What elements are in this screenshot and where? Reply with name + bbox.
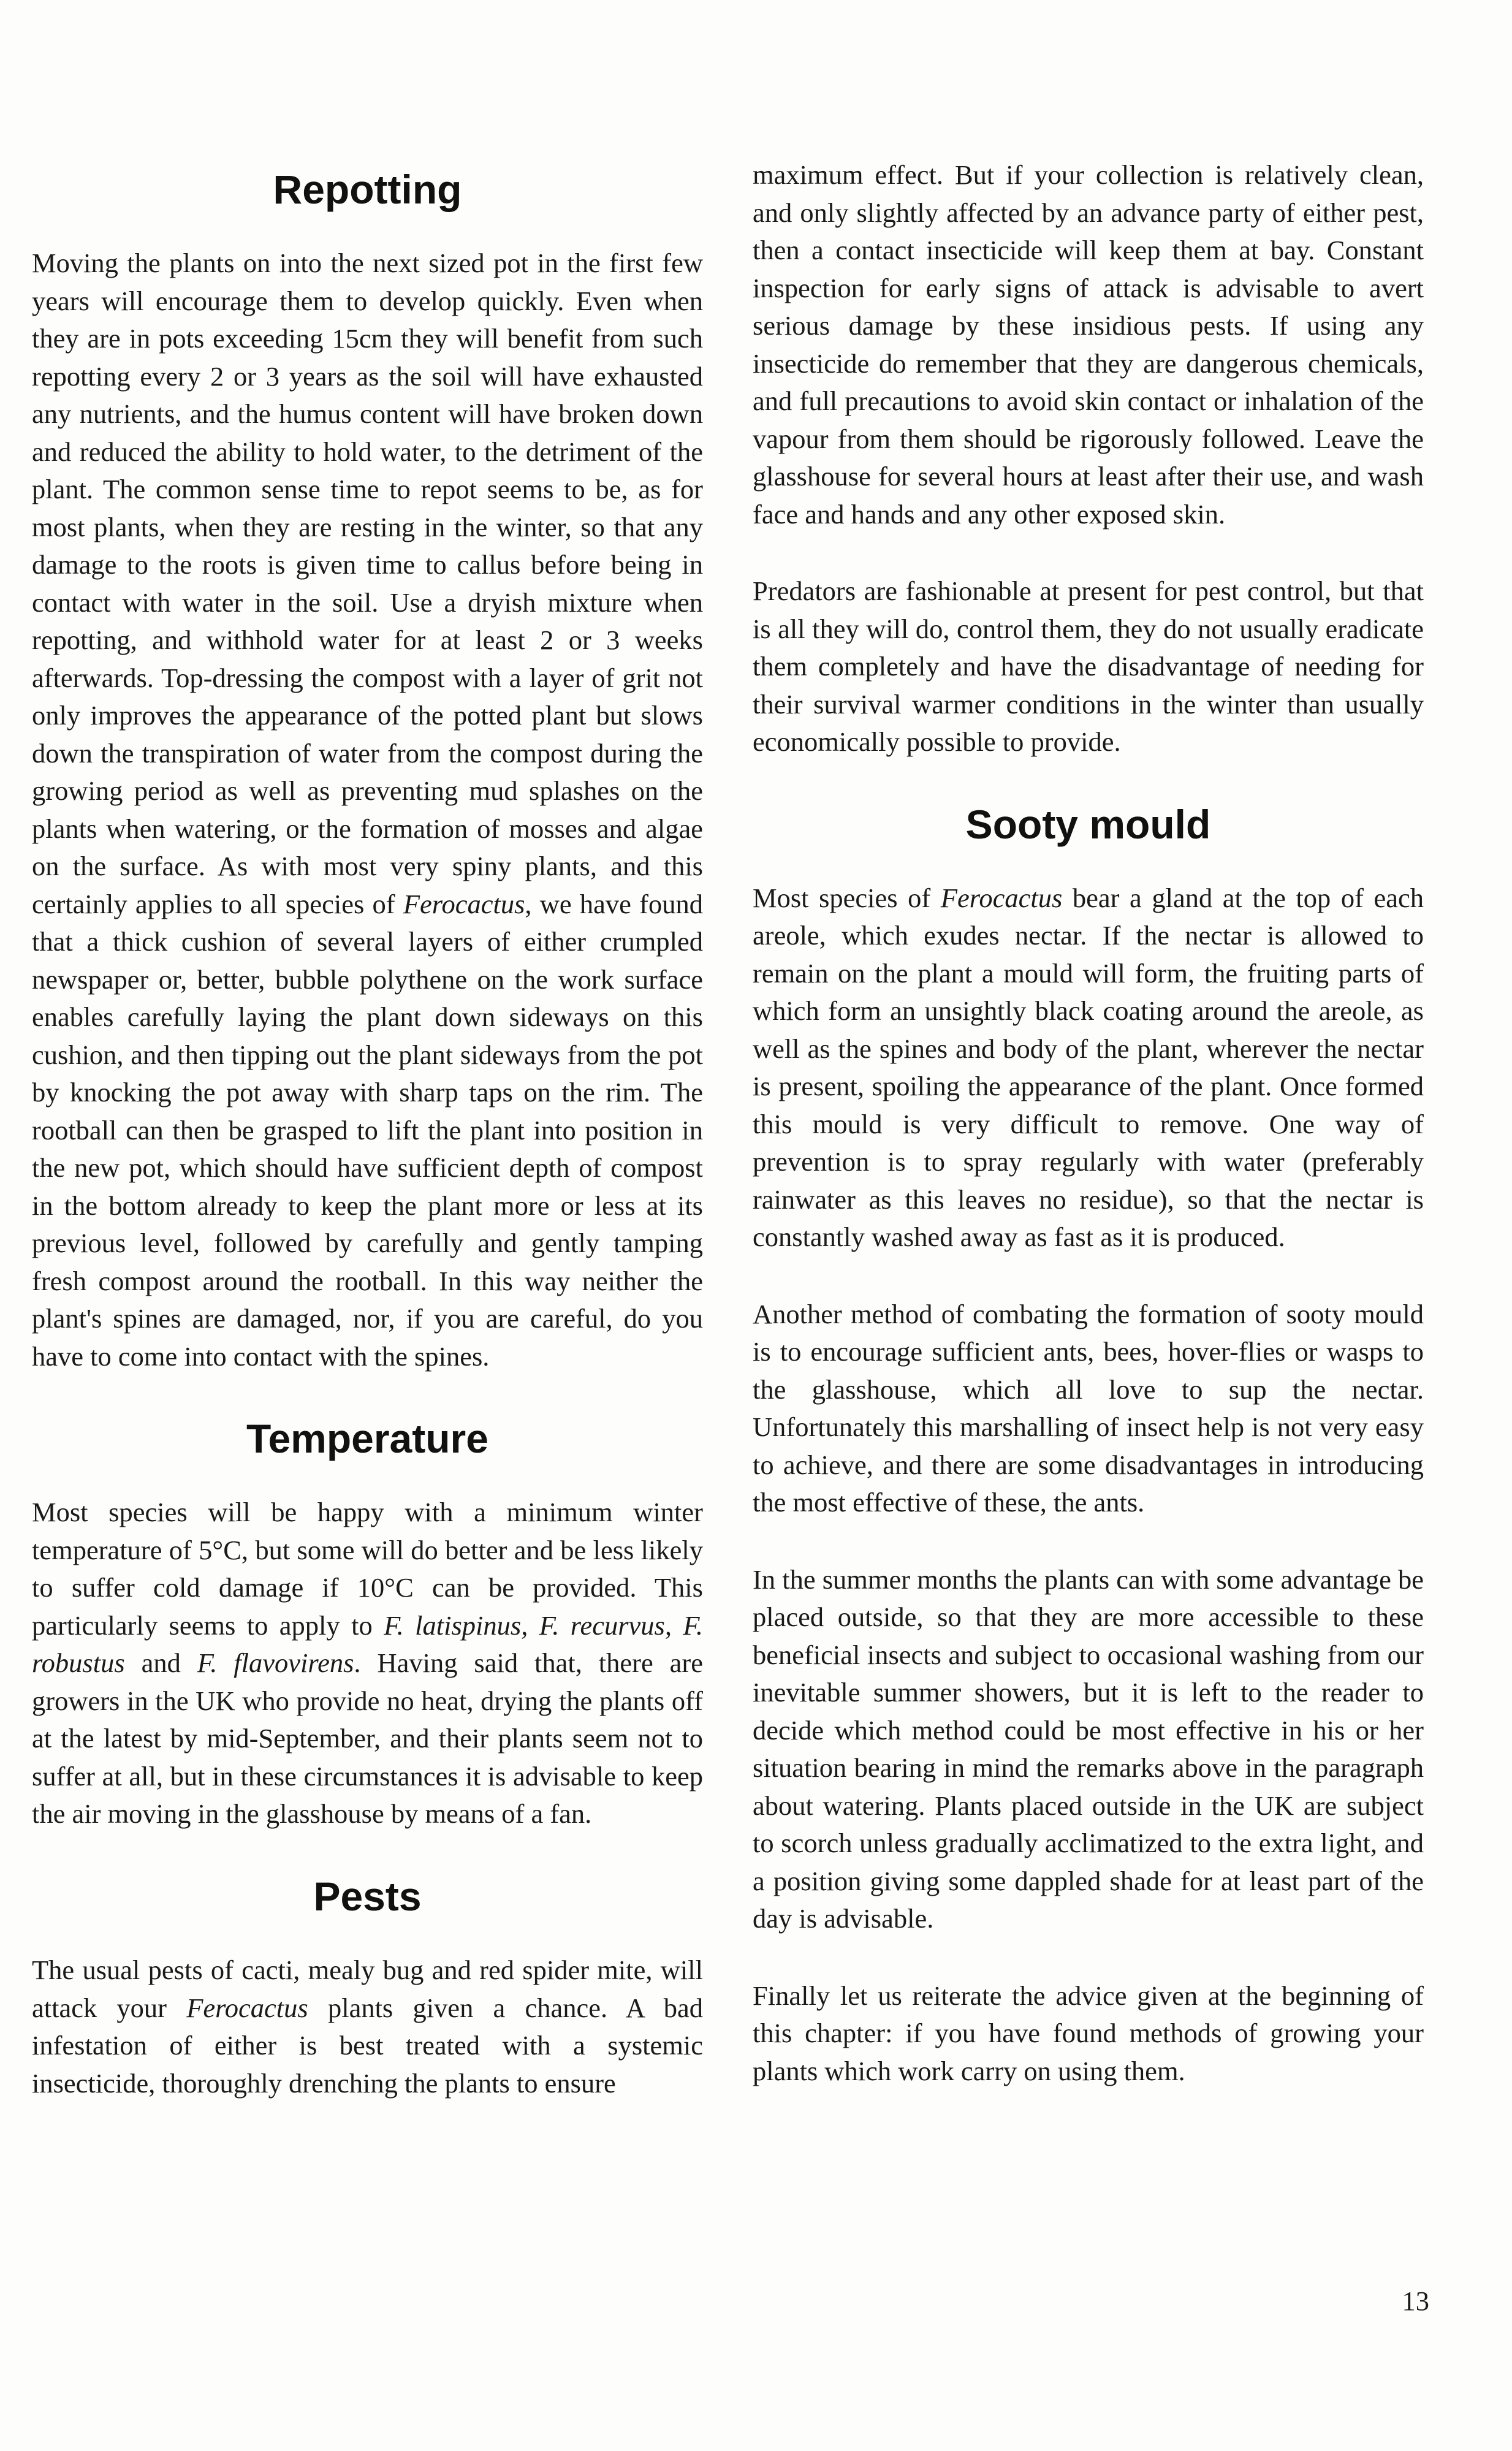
heading-sooty-mould: Sooty mould — [965, 801, 1211, 847]
genus-name: Ferocactus — [403, 888, 525, 919]
text-run: Most species will be happy with a minimum winter temperature of 5°C, but some will do better and be less likely to suffer cold damage if 10°C can be provided. This particularly seems to apply to — [32, 1497, 703, 1641]
paragraph-sooty-mould-1 — [753, 880, 1424, 1256]
paragraph-final: Finally let us reiterate the advice given at the beginning of this chapter: if you have found methods of growing your plants which work carry on using them. — [753, 1980, 1424, 2086]
paragraph-pests — [32, 1951, 703, 2102]
text-run: Most species of — [753, 882, 941, 913]
text-run: plants given a chance. A bad infestation of either is best treated with a systemic insecticide, thoroughly drenching the plants to ensure — [32, 1992, 703, 2099]
paragraph-pests-continued: maximum effect. But if your collection is relatively clean, and only slightly affected by an advance party of either pest, then a contact insecticide will keep them at bay. Constant inspection for early signs of attack is advisable to avert serious damage by these insidious pests. If using any insecticide do remember that they are dangerous chemicals, and full precautions to avoid skin contact or inhalation of the vapour from them should be rigorously followed. Leave the glasshouse for several hours at least after their use, and wash face and hands and any other exposed skin. — [753, 159, 1424, 530]
heading-pests: Pests — [313, 1873, 422, 1919]
page-number: 13 — [1402, 2286, 1429, 2316]
text-run: . Having said that, there are growers in the UK who provide no heat, drying the plants off at the latest by mid-September, and their plants seem not to suffer at all, but in these circumstances it is advisable to keep the air moving in the glasshouse by means of a fan. — [32, 1647, 703, 1830]
heading-temperature: Temperature — [246, 1416, 488, 1462]
text-run: , we have found that a thick cushion of several layers of either crumpled newspaper or, better, bubble polythene on the work surface enables carefully laying the plant down sideways on this cushion, and then tipping out the plant sideways from the pot by knocking the pot away with sharp taps on the rim. The rootball can then be grasped to lift the plant into position in the new pot, which should have sufficient depth of compost in the bottom already to keep the plant more or less at its previous level, followed by carefully and gently tamping fresh compost around the rootball. In this way neither the plant's spines are damaged, nor, if you are careful, do you have to come into contact with the spines. — [32, 888, 704, 1372]
species-names: F. latispinus, F. recurvus, F. robustus — [32, 1609, 703, 1679]
right-column — [753, 156, 1424, 2129]
paragraph-repotting — [32, 245, 703, 1375]
left-column — [32, 156, 703, 2141]
text-run: and — [124, 1647, 197, 1679]
text-run: bear a gland at the top of each areole, which exudes nectar. If the nectar is allowed to remain on the plant a mould will form, the fruiting parts of which form an unsightly black coating around the areole, as well as the spines and body of the plant, wherever the nectar is present, spoiling the appearance of the plant. Once formed this mould is very difficult to remove. One way of prevention is to spray regularly with water (preferably rainwater as this leaves no residue), so that the nectar is constantly washed away as fast as it is produced. — [753, 882, 1424, 1253]
text-run: The usual pests of cacti, mealy bug and red spider mite, will attack your — [32, 1955, 703, 2023]
genus-name: Ferocactus — [940, 882, 1063, 913]
heading-repotting: Repotting — [273, 167, 462, 212]
paragraph-sooty-mould-3: In the summer months the plants can with some advantage be placed outside, so that they are more accessible to these beneficial insects and subject to occasional washing from our inevitable summer showers, but it is left to the reader to decide which method could be most effective in his or her situation bearing in mind the remarks above in the paragraph about watering. Plants placed outside in the UK are subject to scorch unless gradually acclimatized to the extra light, and a position giving some dappled shade for at least part of the day is advisable. — [753, 1564, 1424, 1934]
paragraph-predators: Predators are fashionable at present for pest control, but that is all they will do, control them, they do not usually eradicate them completely and have the disadvantage of needing for their survival warmer conditions in the winter than usually economically possible to provide. — [753, 576, 1424, 757]
text-run: Moving the plants on into the next sized pot in the first few years will encourage them to develop quickly. Even when they are in pots exceeding 15cm they will benefit from such repotting every 2 or 3 years as the soil will have exhausted any nutrients, and the humus content will have broken down and reduced the ability to hold water, to the detriment of the plant. The common sense time to repot seems to be, as for most plants, when they are resting in the winter, so that any damage to the roots is given time to callus before being in contact with water in the soil. Use a dryish mixture when repotting, and withhold water for at least 2 or 3 weeks afterwards. Top-dressing the compost with a layer of grit not only improves the appearance of the potted plant but slows down the transpiration of water from the compost during the growing period as well as preventing mud splashes on the plants when watering, or the formation of mosses and algae on the surface. As with most very spiny plants, and this certainly applies to all species of — [32, 248, 703, 919]
species-name: F. flavovirens — [197, 1647, 354, 1679]
genus-name: Ferocactus — [186, 1992, 308, 2023]
paragraph-temperature — [32, 1494, 703, 1833]
paragraph-sooty-mould-2: Another method of combating the formation of sooty mould is to encourage sufficient ants, bees, hover-flies or wasps to the glasshouse, which all love to sup the nectar. Unfortunately this marshalling of insect help is not very easy to achieve, and there are some disadvantages in introducing the most effective of these, the ants. — [753, 1298, 1424, 1518]
